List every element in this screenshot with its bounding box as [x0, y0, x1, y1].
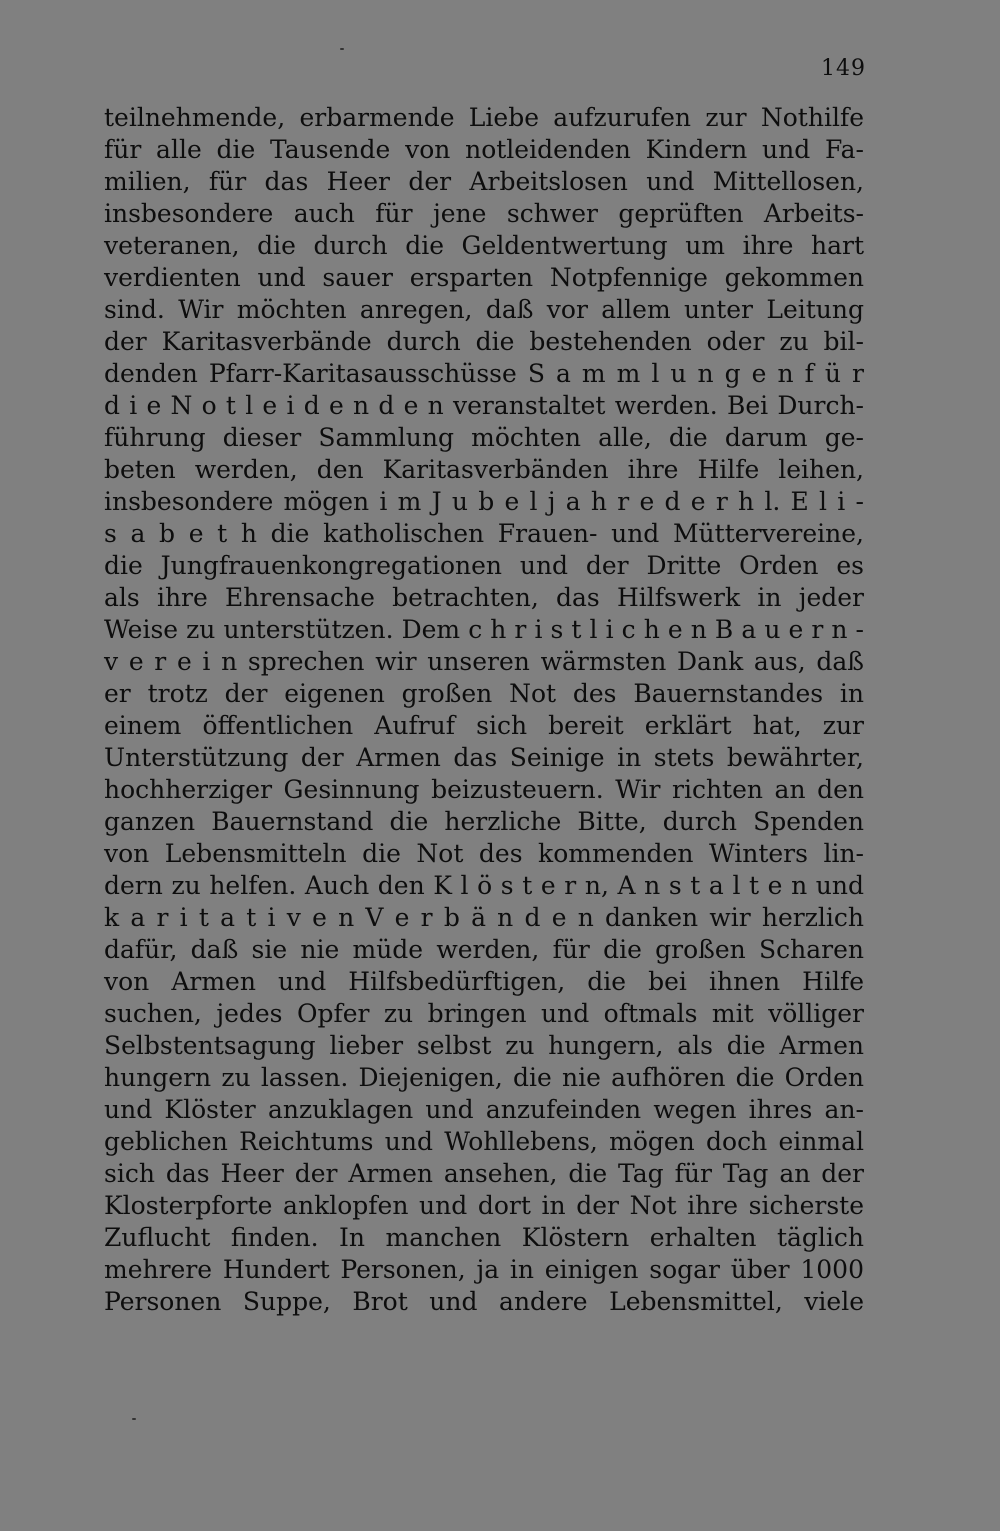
text-line: teilnehmende, erbarmende Liebe aufzurufen zur Nothilfe [104, 103, 864, 132]
text-line: ganzen Bauernstand die herzliche Bitte, durch Spenden [104, 807, 864, 836]
text-line: Zuflucht finden. In manchen Klöstern erhalten täglich [104, 1223, 864, 1252]
text-line: d i e N o t l e i d e n d e n veranstaltet werden. Bei Durch- [104, 391, 864, 420]
text-line: Personen Suppe, Brot und andere Lebensmittel, viele [104, 1287, 864, 1316]
text-line: führung dieser Sammlung möchten alle, die darum ge- [104, 423, 864, 452]
text-line: von Lebensmitteln die Not des kommenden Winters lin- [104, 839, 864, 868]
text-line: hochherziger Gesinnung beizusteuern. Wir richten an den [104, 775, 864, 804]
page-number: 149 [821, 56, 866, 81]
text-line: Selbstentsagung lieber selbst zu hungern, als die Armen [104, 1031, 864, 1060]
text-line: sich das Heer der Armen ansehen, die Tag für Tag an der [104, 1159, 864, 1188]
text-line: insbesondere mögen i m J u b e l j a h r e d e r h l. E l i - [104, 487, 864, 516]
text-line: einem öffentlichen Aufruf sich bereit erklärt hat, zur [104, 711, 864, 740]
text-line: als ihre Ehrensache betrachten, das Hilfswerk in jeder [104, 583, 864, 612]
body-text [104, 102, 864, 1318]
text-line: verdienten und sauer ersparten Notpfennige gekommen [104, 263, 864, 292]
text-line: suchen, jedes Opfer zu bringen und oftmals mit völliger [104, 999, 864, 1028]
text-line: von Armen und Hilfsbedürftigen, die bei ihnen Hilfe [104, 967, 864, 996]
scan-speck [132, 1418, 136, 1420]
scan-speck [340, 48, 344, 50]
text-line: beten werden, den Karitasverbänden ihre Hilfe leihen, [104, 455, 864, 484]
text-line: milien, für das Heer der Arbeitslosen und Mittellosen, [104, 167, 864, 196]
text-line: k a r i t a t i v e n V e r b ä n d e n danken wir herzlich [104, 903, 864, 932]
text-line: insbesondere auch für jene schwer geprüften Arbeits- [104, 199, 864, 228]
text-line: geblichen Reichtums und Wohllebens, mögen doch einmal [104, 1127, 864, 1156]
text-line: dern zu helfen. Auch den K l ö s t e r n, A n s t a l t e n und [104, 871, 864, 900]
text-line: der Karitasverbände durch die bestehenden oder zu bil- [104, 327, 864, 356]
text-line: Klosterpforte anklopfen und dort in der Not ihre sicherste [104, 1191, 864, 1220]
text-line: denden Pfarr-Karitasausschüsse S a m m l u n g e n f ü r [104, 359, 864, 388]
text-line: und Klöster anzuklagen und anzufeinden wegen ihres an- [104, 1095, 864, 1124]
text-line: veteranen, die durch die Geldentwertung um ihre hart [104, 231, 864, 260]
text-line: Unterstützung der Armen das Seinige in stets bewährter, [104, 743, 864, 772]
text-line: mehrere Hundert Personen, ja in einigen sogar über 1000 [104, 1255, 864, 1284]
text-line: hungern zu lassen. Diejenigen, die nie aufhören die Orden [104, 1063, 864, 1092]
text-line: die Jungfrauenkongregationen und der Dritte Orden es [104, 551, 864, 580]
text-line: v e r e i n sprechen wir unseren wärmsten Dank aus, daß [104, 647, 864, 676]
text-line: dafür, daß sie nie müde werden, für die großen Scharen [104, 935, 864, 964]
text-line: für alle die Tausende von notleidenden Kindern und Fa- [104, 135, 864, 164]
text-line: er trotz der eigenen großen Not des Bauernstandes in [104, 679, 864, 708]
text-line: s a b e t h die katholischen Frauen- und Müttervereine, [104, 519, 864, 548]
text-line: Weise zu unterstützen. Dem c h r i s t l i c h e n B a u e r n - [104, 615, 864, 644]
text-line: sind. Wir möchten anregen, daß vor allem unter Leitung [104, 295, 864, 324]
